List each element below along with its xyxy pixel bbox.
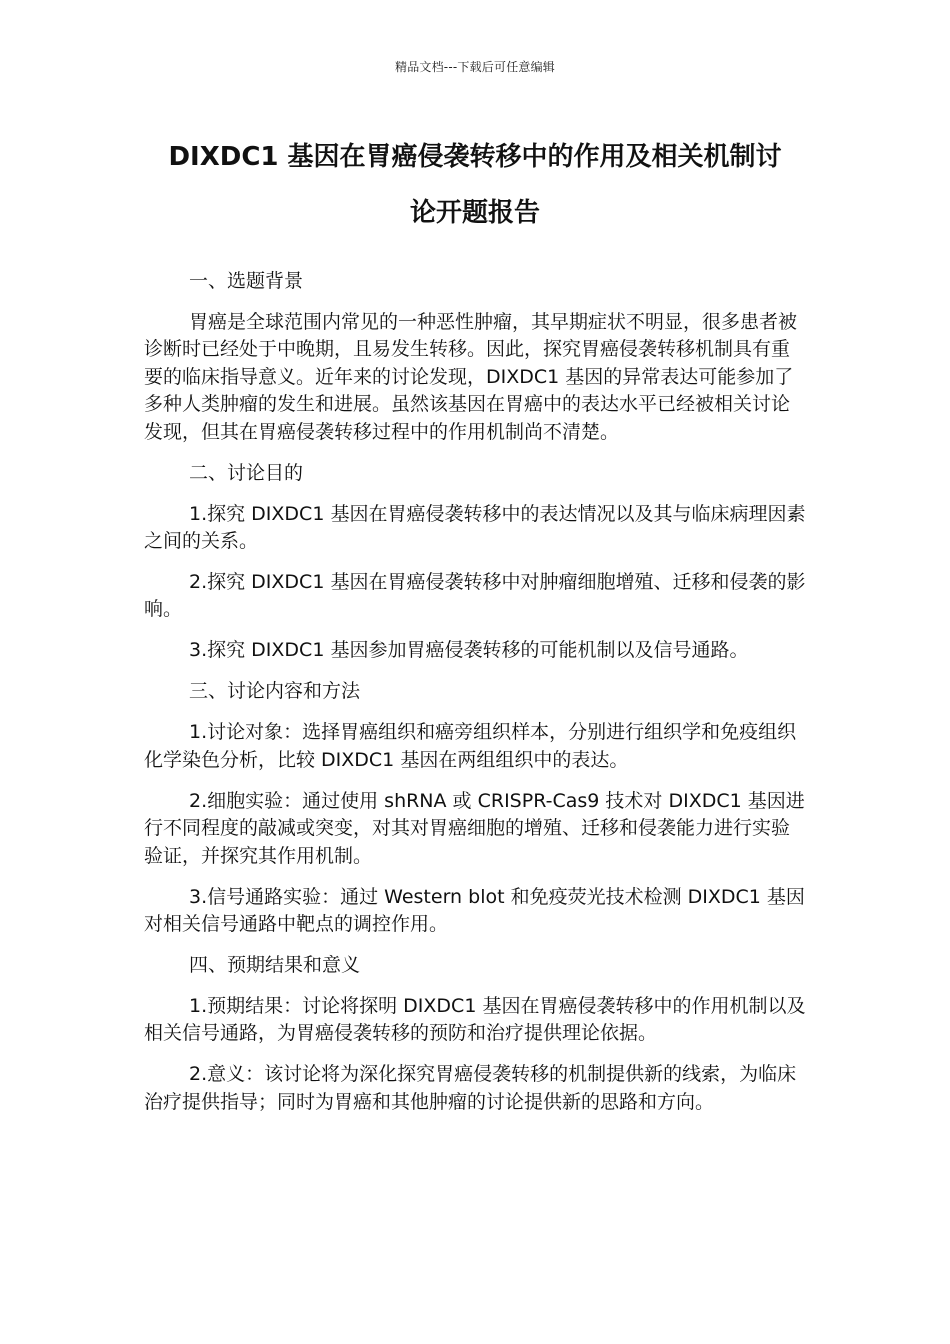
method-item-3: 3.信号通路实验：通过 Western blot 和免疫荧光技术检测 DIXDC1 基因对相关信号通路中靶点的调控作用。 [144,885,805,936]
expected-item-1: 1.预期结果：讨论将探明 DIXDC1 基因在胃癌侵袭转移中的作用机制以及相关信号通路，为胃癌侵袭转移的预防和治疗提供理论依据。 [144,995,806,1045]
section-heading-methods: 三、讨论内容和方法 [189,680,361,703]
header-note: 精品文档---下载后可任意编辑 [395,60,555,74]
document-title-line-1: DIXDC1 基因在胃癌侵袭转移中的作用及相关机制讨 [168,142,782,172]
objective-item-2: 2.探究 DIXDC1 基因在胃癌侵袭转移中对肿瘤细胞增殖、迁移和侵袭的影响。 [144,571,806,621]
objective-item-3: 3.探究 DIXDC1 基因参加胃癌侵袭转移的可能机制以及信号通路。 [189,639,749,662]
expected-item-2: 2.意义：该讨论将为深化探究胃癌侵袭转移的机制提供新的线索，为临床治疗提供指导；同时为胃癌和其他肿瘤的讨论提供新的思路和方向。 [144,1063,797,1113]
section-heading-expected-results: 四、预期结果和意义 [189,954,361,977]
method-item-2: 2.细胞实验：通过使用 shRNA 或 CRISPR-Cas9 技术对 DIXDC1 基因进行不同程度的敲减或突变，对其对胃癌细胞的增殖、迁移和侵袭能力进行实验验证，并探究其作用机制。 [144,789,805,867]
document-body [144,268,808,1130]
section-heading-background: 一、选题背景 [189,270,304,292]
method-item-1: 1.讨论对象：选择胃癌组织和癌旁组织样本，分别进行组织学和免疫组织化学染色分析，比较 DIXDC1 基因在两组组织中的表达。 [144,721,797,771]
document-title-line-2: 论开题报告 [409,198,540,228]
background-paragraph: 胃癌是全球范围内常见的一种恶性肿瘤，其早期症状不明显，很多患者被诊断时已经处于中晚期，且易发生转移。因此，探究胃癌侵袭转移机制具有重要的临床指导意义。近年来的讨论发现，DIXDC1 基因的异常表达可能参加了多种人类肿瘤的发生和进展。虽然该基因在胃癌中的表达水平已经被相关讨论发现，但其在胃癌侵袭转移过程中的作用机制尚不清楚。 [144,311,798,443]
objective-item-1: 1.探究 DIXDC1 基因在胃癌侵袭转移中的表达情况以及其与临床病理因素之间的关系。 [144,502,806,553]
section-heading-objectives: 二、讨论目的 [189,461,304,484]
